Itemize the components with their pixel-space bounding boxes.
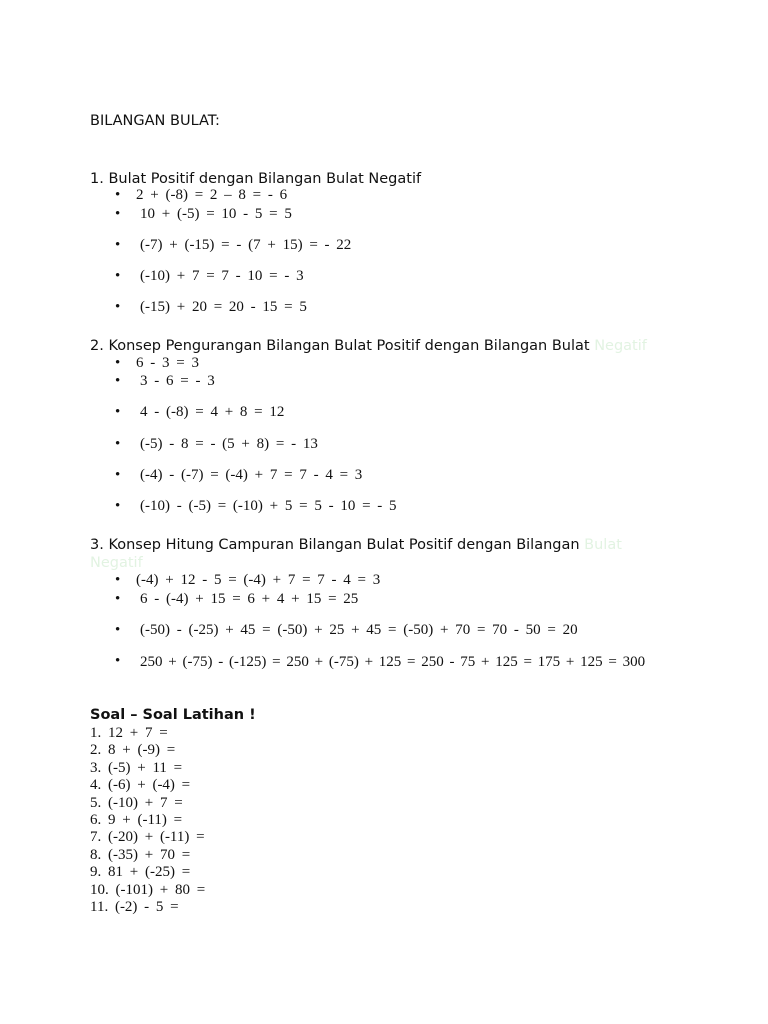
equation: 10 + (-5) = 10 - 5 = 5: [140, 206, 292, 222]
exercise-item: 6. 9 + (-11) =: [90, 811, 183, 828]
equation: 6 - (-4) + 15 = 6 + 4 + 15 = 25: [140, 591, 359, 607]
bullet-icon: •: [115, 572, 121, 588]
bullet-icon: •: [115, 373, 121, 389]
equation: 2 + (-8) = 2 – 8 = - 6: [136, 187, 288, 203]
section-2-heading-text: 2. Konsep Pengurangan Bilangan Bulat Positif dengan Bilangan Bulat: [90, 338, 595, 354]
exercise-title: Soal – Soal Latihan !: [90, 707, 256, 723]
exercise-item: 5. (-10) + 7 =: [90, 794, 183, 811]
equation: 6 - 3 = 3: [136, 355, 199, 371]
exercise-item: 2. 8 + (-9) =: [90, 742, 176, 759]
bullet-icon: •: [115, 404, 121, 420]
equation: (-15) + 20 = 20 - 15 = 5: [140, 299, 307, 315]
exercise-item: 7. (-20) + (-11) =: [90, 829, 205, 846]
bullet-icon: •: [115, 206, 121, 222]
exercise-item: 8. (-35) + 70 =: [90, 846, 191, 863]
exercise-item: 9. 81 + (-25) =: [90, 864, 191, 881]
exercise-list: [90, 725, 205, 916]
section-1-heading-text: 1. Bulat Positif dengan Bilangan Bulat Negatif: [90, 171, 422, 187]
section-2-heading-faint: Negatif: [594, 338, 647, 354]
exercise-item: 10. (-101) + 80 =: [90, 881, 206, 898]
bullet-icon: •: [115, 622, 121, 638]
exercise-item: 3. (-5) + 11 =: [90, 759, 183, 776]
section-3-heading: [90, 536, 670, 572]
equation: (-4) + 12 - 5 = (-4) + 7 = 7 - 4 = 3: [136, 572, 381, 588]
bullet-icon: •: [115, 653, 121, 669]
section-1-heading: [90, 170, 690, 188]
equation: (-4) - (-7) = (-4) + 7 = 7 - 4 = 3: [140, 467, 363, 483]
equation: (-7) + (-15) = - (7 + 15) = - 22: [140, 237, 352, 253]
section-2-heading: [90, 337, 710, 355]
equation: (-50) - (-25) + 45 = (-50) + 25 + 45 = (-50) + 70 = 70 - 50 = 20: [140, 622, 578, 638]
bullet-icon: •: [115, 498, 121, 514]
bullet-icon: •: [115, 268, 121, 284]
bullet-icon: •: [115, 591, 121, 607]
equation: 3 - 6 = - 3: [140, 373, 215, 389]
equation: (-10) - (-5) = (-10) + 5 = 5 - 10 = - 5: [140, 498, 397, 514]
bullet-icon: •: [115, 187, 121, 203]
document-title: BILANGAN BULAT:: [90, 113, 220, 129]
section-3-heading-text: 3. Konsep Hitung Campuran Bilangan Bulat Positif dengan Bilangan: [90, 537, 585, 553]
equation: 250 + (-75) - (-125) = 250 + (-75) + 125 = 250 - 75 + 125 = 175 + 125 = 300: [140, 654, 646, 670]
bullet-icon: •: [115, 467, 121, 483]
equation: 4 - (-8) = 4 + 8 = 12: [140, 404, 285, 420]
bullet-icon: •: [115, 299, 121, 315]
exercise-item: 1. 12 + 7 =: [90, 725, 168, 741]
exercise-item: 4. (-6) + (-4) =: [90, 777, 191, 794]
equation: (-5) - 8 = - (5 + 8) = - 13: [140, 436, 318, 452]
bullet-icon: •: [115, 355, 121, 371]
section-3-heading-faint: Bulat Negatif: [90, 537, 622, 571]
bullet-icon: •: [115, 237, 121, 253]
exercise-item: 11. (-2) - 5 =: [90, 898, 179, 915]
bullet-icon: •: [115, 436, 121, 452]
equation: (-10) + 7 = 7 - 10 = - 3: [140, 268, 304, 284]
